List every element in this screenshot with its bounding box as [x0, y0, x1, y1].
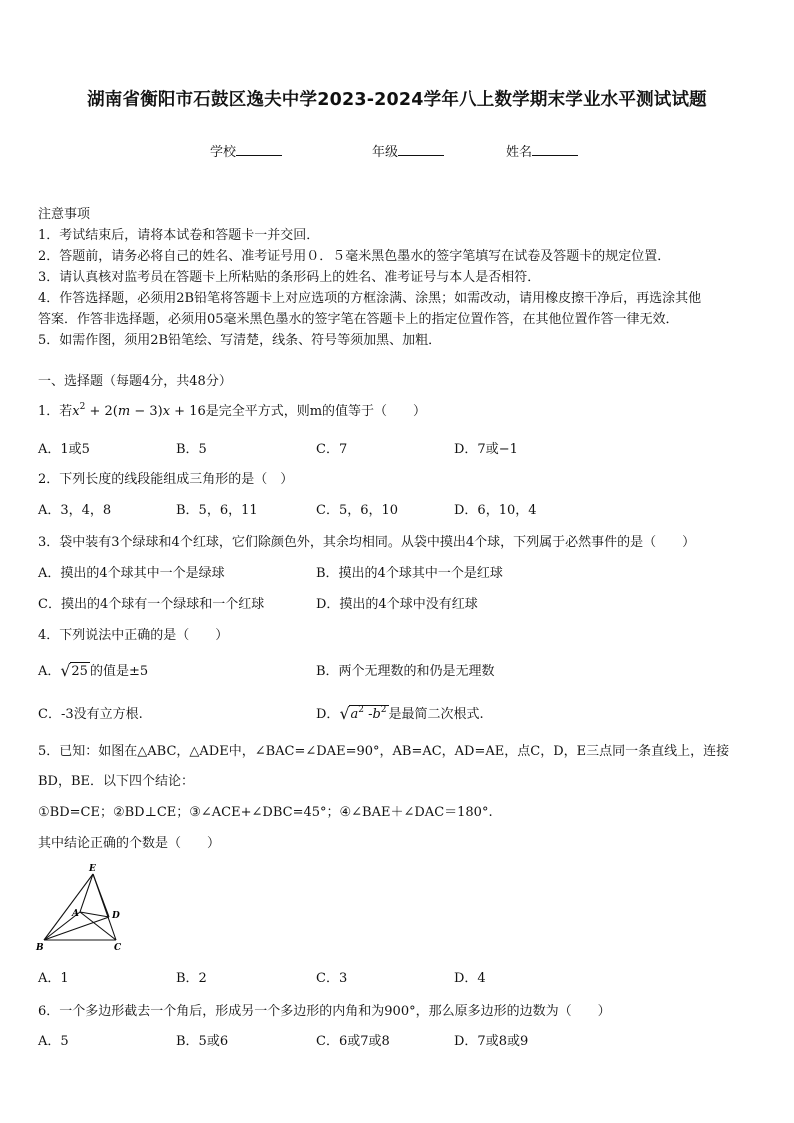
question-4-stem: 4．下列说法中正确的是（ ）: [38, 628, 229, 643]
label-c: C: [114, 943, 122, 952]
question-1-stem: 1．若$x^2 + 2(m - 3)x + 16$是完全平方式，则m的值等于（ ）: [38, 402, 427, 419]
grade-blank: [398, 143, 444, 156]
q3-option-d: D．摸出的4个球中没有红球: [316, 597, 478, 612]
q3-option-b: B．摸出的4个球其中一个是红球: [316, 566, 503, 581]
name-blank: [532, 143, 578, 156]
q1-option-d: D．7或−1: [454, 442, 518, 457]
segment-ad: [80, 912, 109, 917]
segment-bd: [44, 917, 109, 940]
q5-option-a: A．1: [38, 971, 69, 986]
notice-item: 4．作答选择题，必须用2B铅笔将答题卡上对应选项的方框涂满、涂黑；如需改动，请用橡皮擦干净后，再选涂其他: [38, 291, 702, 306]
question-2-stem: 2．下列长度的线段能组成三角形的是（ ）: [38, 472, 294, 487]
segment-ed: [93, 874, 109, 917]
grade-label: 年级: [372, 145, 399, 160]
q3-option-a: A．摸出的4个球其中一个是绿球: [38, 566, 225, 581]
q2-option-c: C．5，6，10: [316, 503, 399, 518]
q5-option-d: D．4: [454, 971, 486, 986]
section-heading: 一、选择题（每题4分，共48分）: [38, 374, 232, 389]
question-5-line: 5．已知：如图在△ABC，△ADE中，∠BAC=∠DAE=90°，AB=AC，AD=AE，点C，D，E三点同一条直线上，连接: [38, 744, 730, 759]
question-5-line: ①BD=CE；②BD⊥CE；③∠ACE+∠DBC=45°；④∠BAE＋∠DAC＝180°.: [38, 805, 493, 820]
sqrt-symbol: √ 25: [60, 661, 88, 680]
notice-item: 2．答题前，请务必将自己的姓名、准考证号用０．５毫米黑色墨水的签字笔填写在试卷及答题卡的规定位置．: [38, 249, 671, 264]
notice-item: 答案．作答非选择题，必须用05毫米黑色墨水的签字笔在答题卡上的指定位置作答，在其他位置作答一律无效．: [38, 312, 679, 327]
segment-ae: [80, 874, 93, 912]
question-6-stem: 6．一个多边形截去一个角后，形成另一个多边形的内角和为900°，那么原多边形的边数为（ ）: [38, 1004, 611, 1019]
segment-be: [44, 874, 93, 940]
notice-item: 1．考试结束后，请将本试卷和答题卡一并交回．: [38, 228, 320, 243]
question-5-line: BD，BE．以下四个结论：: [38, 774, 195, 789]
q4-option-c: C．-3没有立方根.: [38, 707, 143, 722]
q4-option-b: B．两个无理数的和仍是无理数: [316, 664, 495, 679]
notice-heading: 注意事项: [38, 207, 91, 222]
name-field: [506, 141, 578, 160]
q1-option-b: B．5: [176, 442, 207, 457]
q2-option-a: A．3，4，8: [38, 503, 112, 518]
q6-option-c: C．6或7或8: [316, 1034, 390, 1049]
school-field: [210, 141, 282, 160]
q5-option-b: B．2: [176, 971, 207, 986]
sqrt-symbol: √ $a^2$ $-b^2$: [339, 704, 387, 723]
q1-option-c: C．7: [316, 442, 348, 457]
triangle-figure: [32, 860, 132, 952]
label-d: D: [112, 911, 120, 921]
name-label: 姓名: [506, 145, 533, 160]
q3-option-c: C．摸出的4个球有一个绿球和一个红球: [38, 597, 265, 612]
label-a: A: [72, 909, 79, 919]
label-b: B: [36, 943, 44, 952]
label-e: E: [89, 864, 96, 874]
question-5-line: 其中结论正确的个数是（ ）: [38, 836, 221, 851]
q1-option-a: A．1或5: [38, 442, 90, 457]
q2-option-d: D．6，10，4: [454, 503, 537, 518]
notice-item: 5．如需作图，须用2B铅笔绘、写清楚，线条、符号等须加黑、加粗．: [38, 333, 442, 348]
q5-option-c: C．3: [316, 971, 348, 986]
q4-option-d: D． √ $a^2$ $-b^2$ 是最简二次根式.: [316, 704, 484, 723]
grade-field: [372, 141, 444, 160]
q6-option-d: D．7或8或9: [454, 1034, 529, 1049]
page-title: 湖南省衡阳市石鼓区逸夫中学2023-2024学年八上数学期末学业水平测试试题: [87, 90, 707, 110]
q6-option-b: B．5或6: [176, 1034, 229, 1049]
notice-item: 3．请认真核对监考员在答题卡上所粘贴的条形码上的姓名、准考证号与本人是否相符．: [38, 270, 541, 285]
school-blank: [236, 143, 282, 156]
question-3-stem: 3．袋中装有3个绿球和4个红球，它们除颜色外，其余均相同。从袋中摸出4个球，下列属于必然事件的是（ ）: [38, 535, 696, 550]
q2-option-b: B．5，6，11: [176, 503, 258, 518]
q4-option-a: A． √ 25 的值是±5: [38, 661, 149, 680]
q6-option-a: A．5: [38, 1034, 69, 1049]
school-label: 学校: [210, 145, 237, 160]
